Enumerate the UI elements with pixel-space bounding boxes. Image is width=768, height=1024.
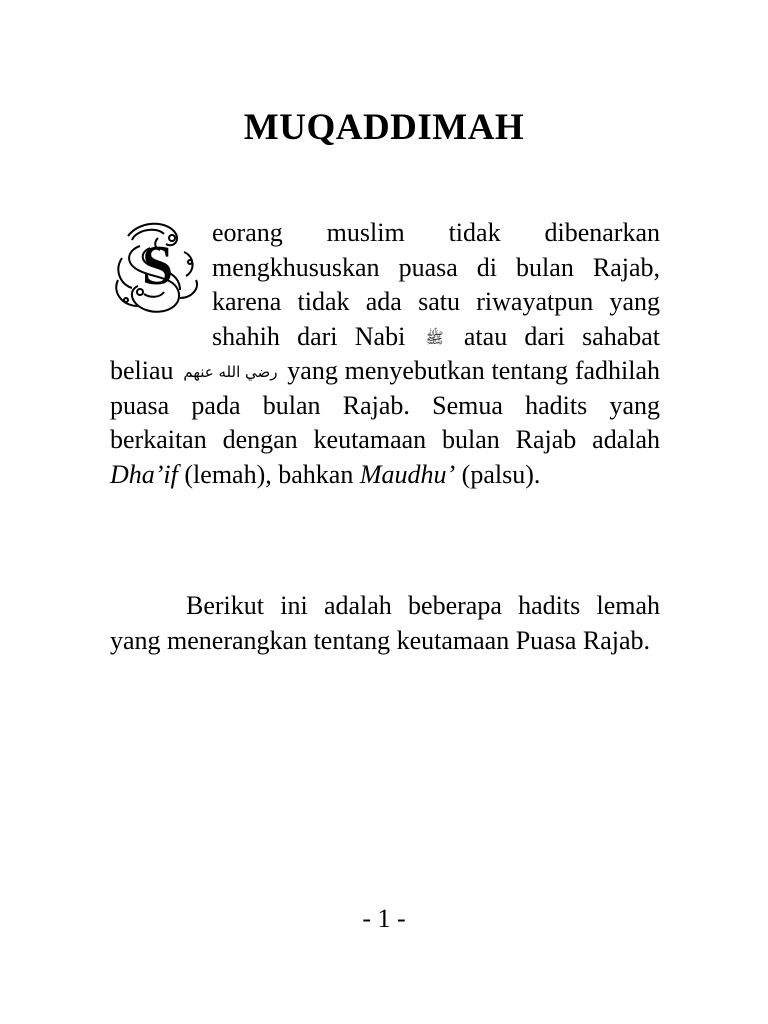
paragraph1-mid2: yang menyebutkan tentang fadhilah puasa pada bulan Rajab. Semua hadits yang berkaitan dengan keutamaan bulan Rajab adalah bbox=[110, 356, 661, 454]
page-number: - 1 - bbox=[362, 904, 406, 933]
term-maudhu: Maudhu’ bbox=[359, 459, 456, 489]
honorific-sahabat-glyph: رضي الله عنهم bbox=[183, 363, 278, 381]
ornamental-s-icon bbox=[110, 218, 206, 318]
second-paragraph: Berikut ini adalah beberapa hadits lemah yang menerangkan tentang keutamaan Puasa Rajab. bbox=[110, 591, 660, 655]
term-dhaif: Dha’if bbox=[110, 459, 178, 489]
honorific-nabi-glyph: ﷺ bbox=[425, 328, 444, 347]
page-title: MUQADDIMAH bbox=[243, 107, 525, 148]
paragraph1-mid: atau dari sahabat beliau bbox=[110, 321, 661, 385]
paragraph1-tail: (palsu). bbox=[461, 459, 541, 489]
paragraph1-mid3: (lemah), bahkan bbox=[184, 459, 354, 489]
decorative-drop-cap bbox=[110, 218, 206, 321]
drop-cap-letter: S bbox=[142, 235, 174, 297]
paragraph1-lead: eorang muslim tidak dibenarkan mengkhususkan puasa di bulan Rajab, karena tidak ada satu riwayatpun yang shahih dari Nabi bbox=[212, 218, 660, 351]
intro-paragraph bbox=[110, 216, 660, 492]
